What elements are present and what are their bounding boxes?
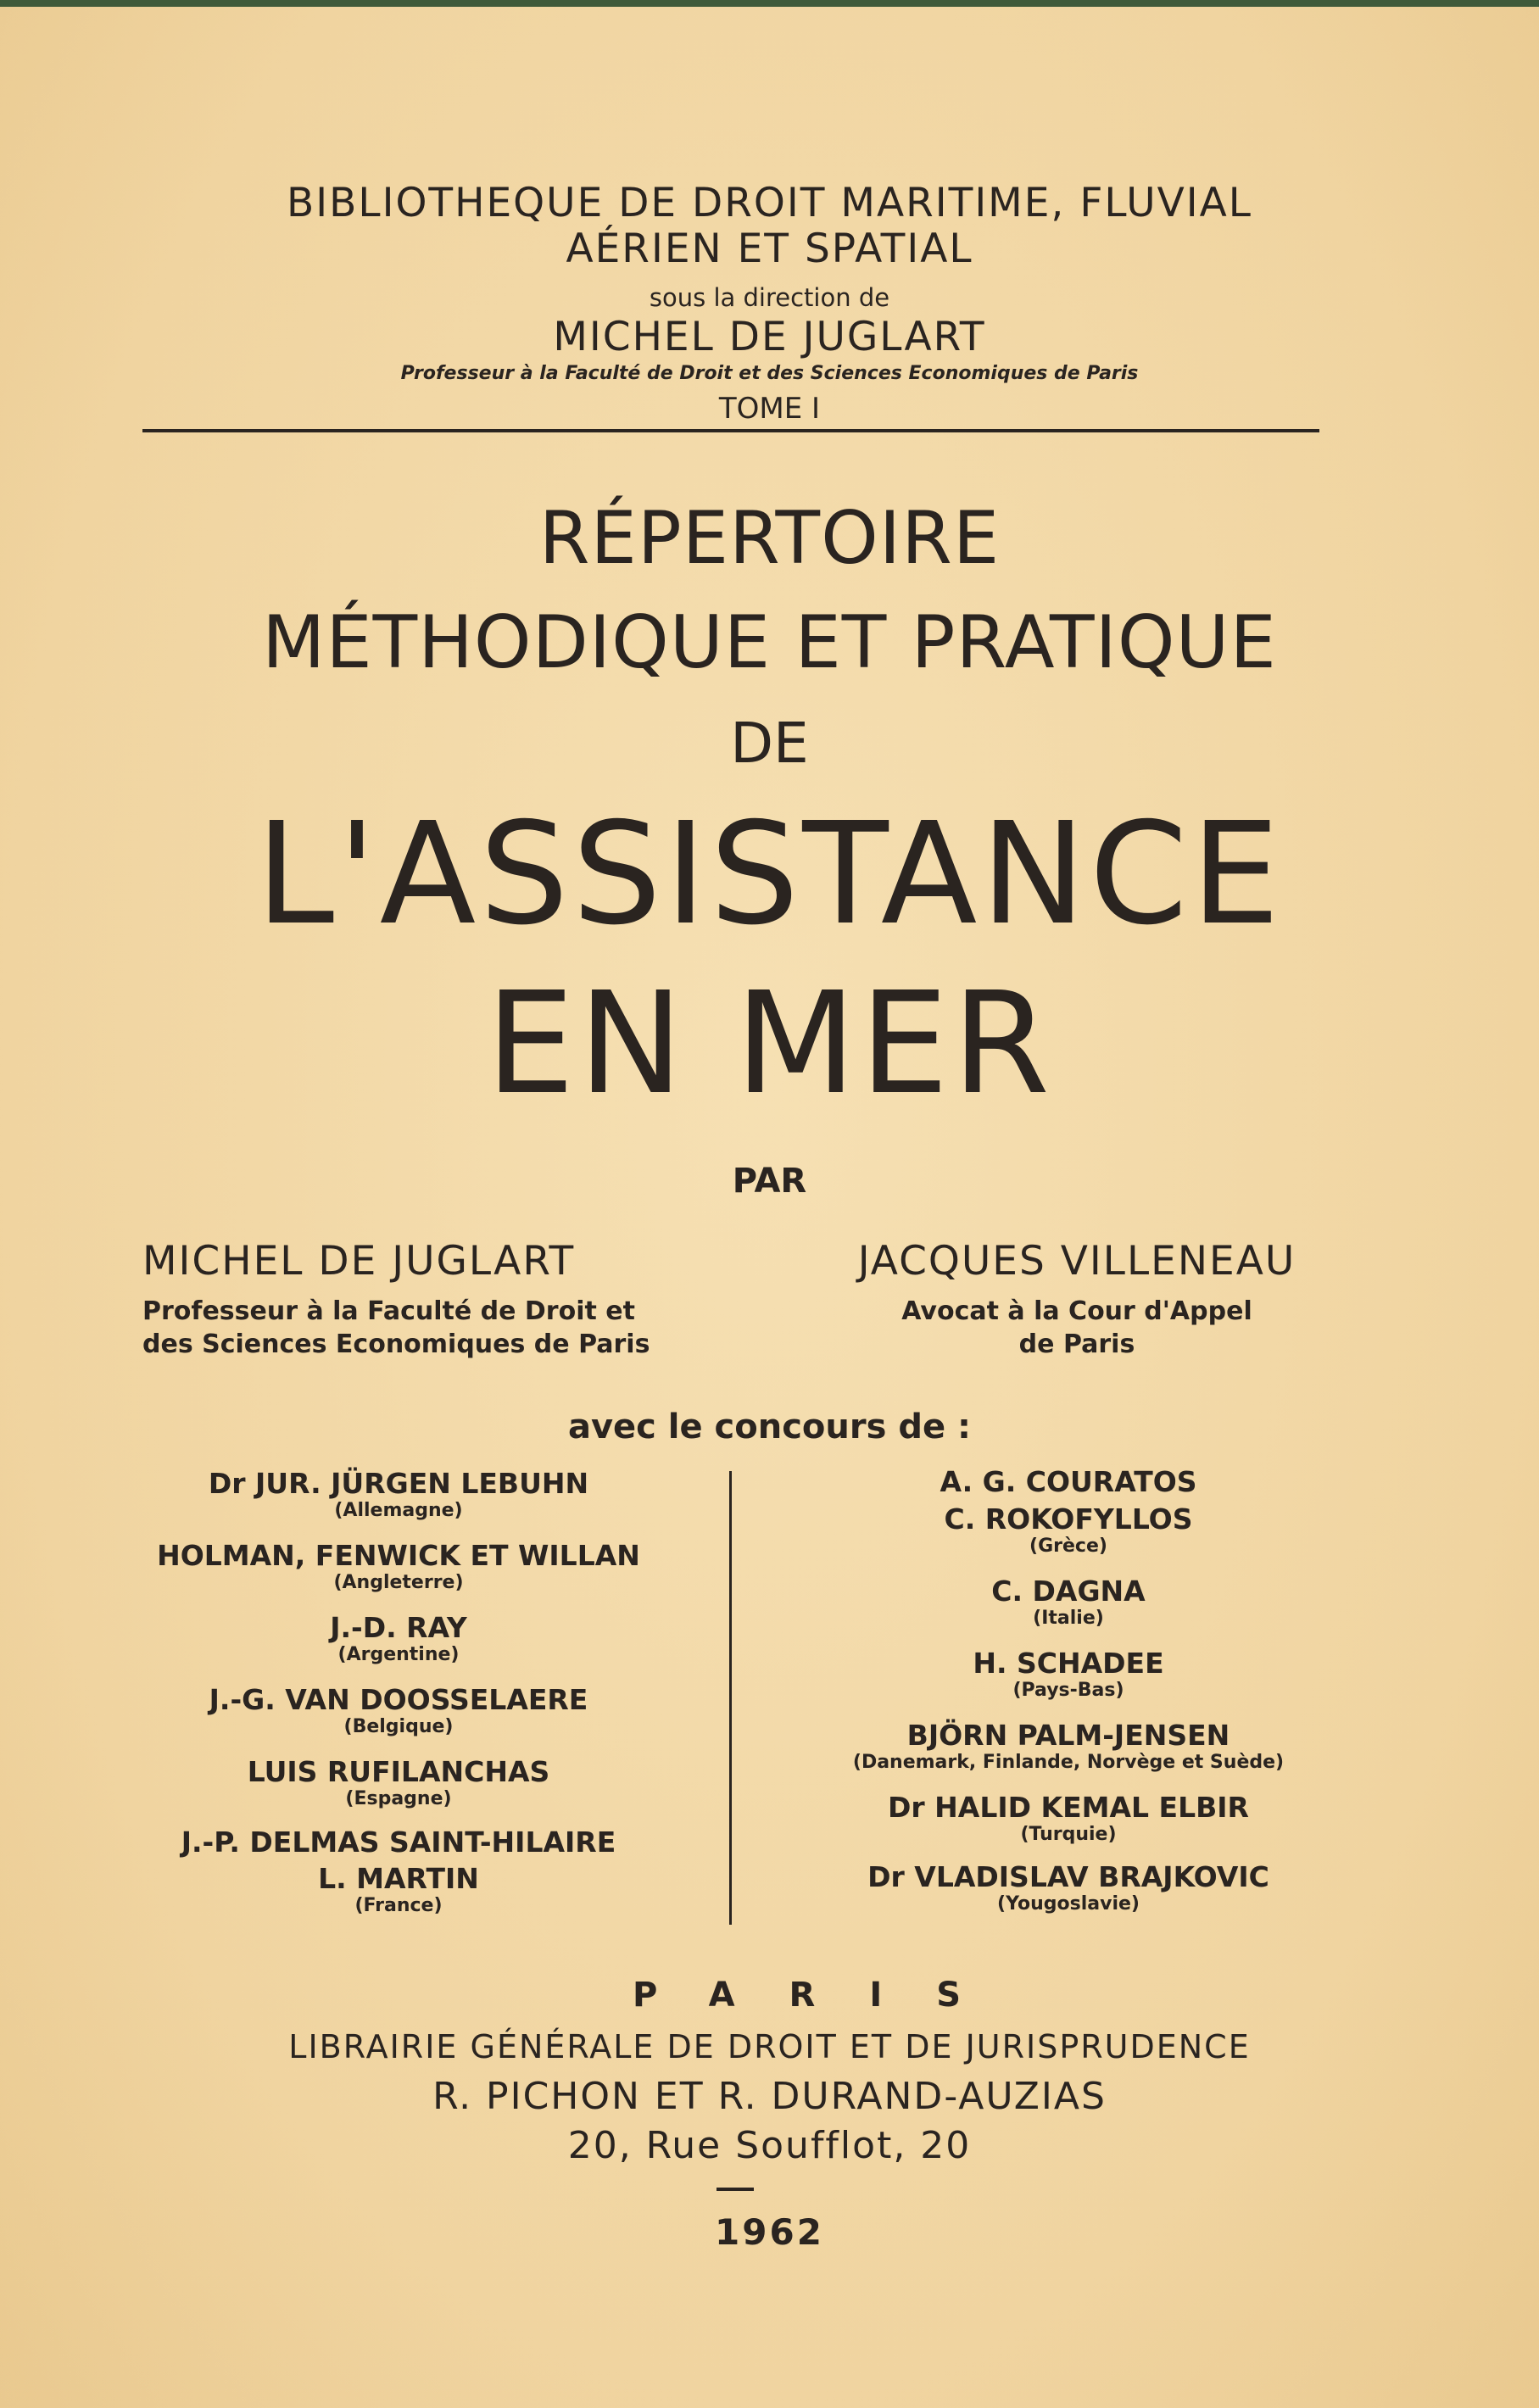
publisher-address: 20, Rue Soufflot, 20	[567, 2124, 972, 2167]
par-label: PAR	[732, 1162, 807, 1201]
contributor-country: (Argentine)	[337, 1644, 460, 1665]
contributor-item	[797, 1647, 1340, 1701]
contributor-item	[127, 1755, 670, 1809]
author-affiliation: Professeur à la Faculté de Droit et	[142, 1296, 635, 1326]
contributor-name: LUIS RUFILANCHAS	[247, 1755, 550, 1788]
contributor-name: HOLMAN, FENWICK ET WILLAN	[157, 1539, 640, 1572]
director-name: MICHEL DE JUGLART	[553, 314, 986, 360]
header-rule	[142, 429, 1319, 432]
title-line2: MÉTHODIQUE ET PRATIQUE	[262, 600, 1277, 685]
director-title: Professeur à la Faculté de Droit et des Sciences Economiques de Paris	[400, 363, 1139, 384]
title-line1: RÉPERTOIRE	[538, 496, 1001, 581]
contributor-country: (Danemark, Finlande, Norvège et Suède)	[852, 1752, 1285, 1773]
contributor-item	[127, 1467, 670, 1521]
contributor-name: A. G. COURATOS	[940, 1465, 1197, 1498]
contributor-item	[127, 1611, 670, 1665]
contributor-item	[127, 1539, 670, 1593]
title-line3: DE	[730, 711, 809, 776]
contributor-country: (Belgique)	[343, 1716, 454, 1737]
contributor-country: (Espagne)	[345, 1788, 452, 1809]
publisher-name: LIBRAIRIE GÉNÉRALE DE DROIT ET DE JURISPRUDENCE	[288, 2028, 1251, 2065]
contributor-item	[797, 1502, 1340, 1557]
contributor-item	[127, 1683, 670, 1737]
author-left	[142, 1238, 650, 1359]
series-title-line2: AÉRIEN ET SPATIAL	[566, 226, 973, 272]
publisher-editors: R. PICHON ET R. DURAND-AUZIAS	[432, 2075, 1107, 2118]
contributor-country: (Turquie)	[1020, 1824, 1117, 1845]
contributor-name: J.-G. VAN DOOSSELAERE	[209, 1683, 588, 1716]
contributor-country: (France)	[354, 1895, 443, 1916]
publisher-city: PARIS	[632, 1976, 1016, 2015]
contributor-item	[127, 1826, 670, 1859]
page-top-edge	[0, 0, 1539, 7]
author-affiliation: Avocat à la Cour d'Appel	[901, 1296, 1252, 1326]
author-affiliation: des Sciences Economiques de Paris	[142, 1329, 650, 1359]
contributor-item	[797, 1575, 1340, 1629]
contributor-country: (Italie)	[1033, 1608, 1104, 1629]
author-right	[831, 1238, 1323, 1359]
tome-label: TOME I	[718, 392, 821, 426]
contributor-item	[797, 1860, 1340, 1915]
title-line5: EN MER	[485, 962, 1054, 1126]
contributor-name: C. DAGNA	[991, 1575, 1146, 1608]
column-divider	[729, 1471, 732, 1925]
contributor-item	[797, 1719, 1340, 1773]
contributor-item	[127, 1862, 670, 1916]
contributor-name: J.-P. DELMAS SAINT-HILAIRE	[181, 1826, 616, 1859]
contributor-name: L. MARTIN	[318, 1862, 479, 1895]
contributor-country: (Pays-Bas)	[1012, 1680, 1124, 1701]
publication-year: 1962	[715, 2211, 824, 2253]
contributor-name: Dr VLADISLAV BRAJKOVIC	[867, 1860, 1269, 1893]
contributor-name: Dr JUR. JÜRGEN LEBUHN	[208, 1467, 589, 1500]
author-name: JACQUES VILLENEAU	[857, 1238, 1296, 1285]
contributor-country: (Angleterre)	[333, 1572, 464, 1593]
contributor-name: J.-D. RAY	[330, 1611, 467, 1644]
contributor-country: (Allemagne)	[334, 1500, 463, 1521]
contributor-name: H. SCHADEE	[973, 1647, 1164, 1680]
author-name: MICHEL DE JUGLART	[142, 1238, 576, 1285]
contributor-country: (Grèce)	[1029, 1536, 1107, 1557]
contributor-item	[797, 1465, 1340, 1498]
year-dash	[717, 2188, 754, 2191]
contributor-country: (Yougoslavie)	[997, 1893, 1140, 1915]
contributor-item	[797, 1791, 1340, 1845]
title-line4: L'ASSISTANCE	[255, 793, 1284, 956]
series-title-line1: BIBLIOTHEQUE DE DROIT MARITIME, FLUVIAL	[287, 180, 1252, 226]
contributor-name: Dr HALID KEMAL ELBIR	[888, 1791, 1249, 1824]
contributor-name: BJÖRN PALM-JENSEN	[906, 1719, 1230, 1752]
concours-label: avec le concours de :	[567, 1407, 972, 1446]
contributor-name: C. ROKOFYLLOS	[944, 1502, 1193, 1536]
direction-label: sous la direction de	[649, 283, 890, 312]
author-affiliation: de Paris	[1018, 1329, 1135, 1359]
